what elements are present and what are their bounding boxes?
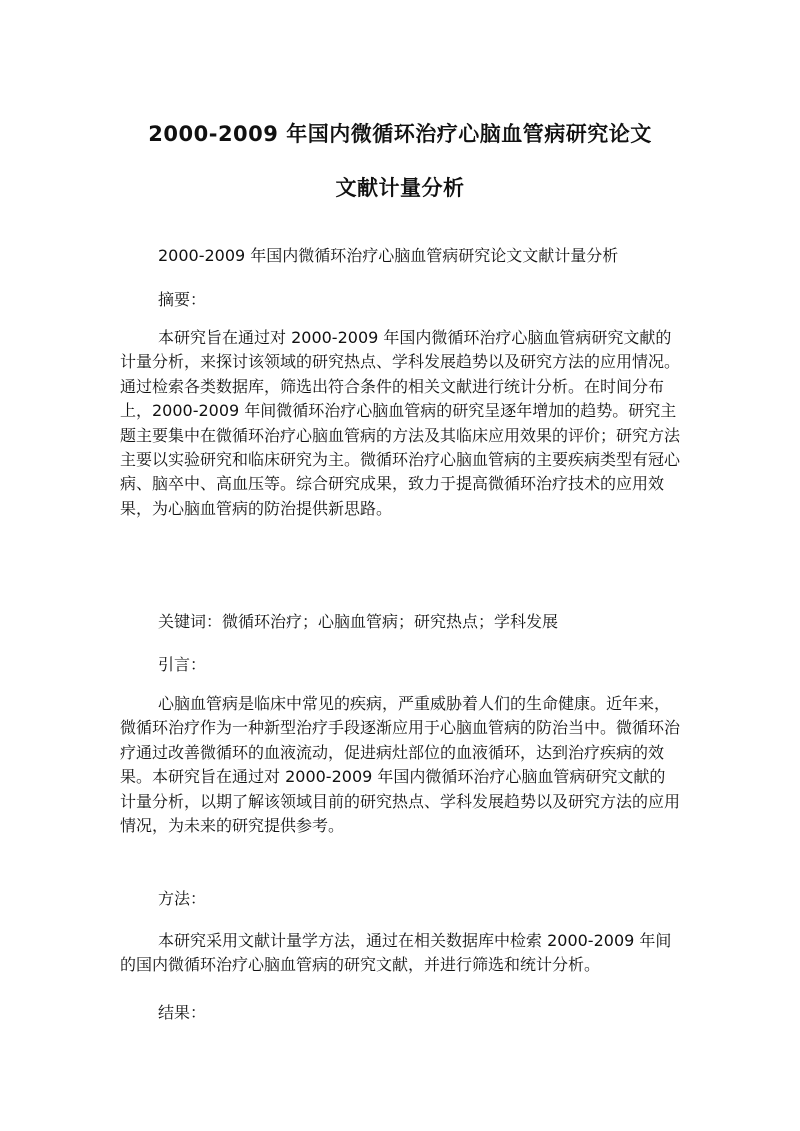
intro-paragraph: 心脑血管病是临床中常见的疾病，严重威胁着人们的生命健康。近年来，微循环治疗作为一种新型治疗手段逐渐应用于心脑血管病的防治当中。微循环治疗通过改善微循环的血液流动，促进病灶部位的血液循环，达到治疗疾病的效果。本研究旨在通过对 2000-2009 年国内微循环治疗心脑血管病研究文献的计量分析，以期了解该领域目前的研究热点、学科发展趋势以及研究方法的应用情况，为未来的研究提供参考。: [120, 694, 681, 836]
document-title-line1: 2000-2009 年国内微循环治疗心脑血管病研究论文: [148, 122, 652, 146]
document-subtitle: 2000-2009 年国内微循环治疗心脑血管病研究论文文献计量分析: [158, 246, 619, 265]
keywords-line: 关键词：微循环治疗；心脑血管病；研究热点；学科发展: [158, 612, 559, 631]
methods-paragraph: 本研究采用文献计量学方法，通过在相关数据库中检索 2000-2009 年间的国内微循环治疗心脑血管病的研究文献，并进行筛选和统计分析。: [120, 931, 672, 975]
abstract-label: 摘要：: [158, 290, 207, 309]
document-title-line2: 文献计量分析: [335, 176, 465, 200]
results-label: 结果：: [158, 1003, 207, 1022]
abstract-paragraph: 本研究旨在通过对 2000-2009 年国内微循环治疗心脑血管病研究文献的计量分析，来探讨该领域的研究热点、学科发展趋势以及研究方法的应用情况。通过检索各类数据库，筛选出符合条件的相关文献进行统计分析。在时间分布上，2000-2009 年间微循环治疗心脑血管病的研究呈逐年增加的趋势。研究主题主要集中在微循环治疗心脑血管病的方法及其临床应用效果的评价；研究方法主要以实验研究和临床研究为主。微循环治疗心脑血管病的主要疾病类型有冠心病、脑卒中、高血压等。综合研究成果，致力于提高微循环治疗技术的应用效果，为心脑血管病的防治提供新思路。: [120, 328, 681, 518]
intro-label: 引言：: [158, 655, 207, 674]
methods-label: 方法：: [158, 889, 207, 908]
